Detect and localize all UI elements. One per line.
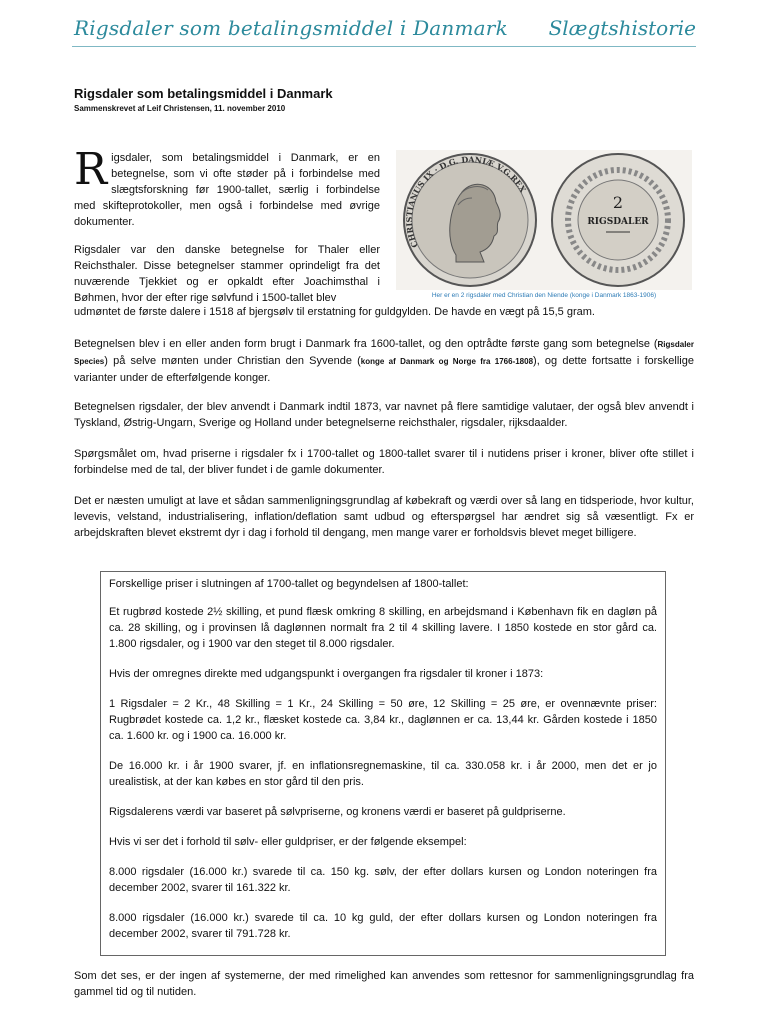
coin-denomination: RIGSDALER bbox=[587, 217, 649, 227]
paragraph-3 bbox=[74, 336, 694, 386]
header-title: Rigsdaler som betalingsmiddel i Danmark bbox=[74, 16, 508, 40]
paragraph-3-text-e: ), og dette fortsatte i forskellige varianter under de efterfølgende konger. bbox=[74, 355, 694, 384]
box-conversion: 1 Rigsdaler = 2 Kr., 48 Skilling = 1 Kr., 24 Skilling = 50 øre, 12 Skilling = 25 øre, er ovennævnte priser: Rugbrødet kostede ca. 1,2 kr., flæsket kostede ca. 3,84 kr., daglønnen er ca. 13,44 kr. Gården kostede i 1850 ca. 1.600 kr. og i 1900 ca. 16.000 kr. bbox=[109, 698, 657, 742]
box-gold-example: 8.000 rigsdaler (16.000 kr.) svarede til ca. 10 kg guld, der efter dollars kursen og London noteringen fra december 2002, svarer til 791.728 kr. bbox=[109, 912, 657, 940]
price-info-box bbox=[100, 571, 666, 956]
intro-column bbox=[74, 144, 380, 306]
paragraph-3-text-a: Betegnelsen blev i en eller anden form brugt i Danmark fra 1600-tallet, og den optrådte første gang som betegnelse ( bbox=[74, 338, 658, 350]
paragraph-7: Som det ses, er der ingen af systemerne, der med rimelighed kan anvendes som rettesnor for sammenligningsgrundlag fra gammel tid og til nutiden. bbox=[74, 970, 694, 998]
paragraph-2-continuation: udmøntet de første dalere i 1518 af bjergsølv til erstatning for guldgylden. De havde en vægt på 15,5 gram. bbox=[74, 306, 595, 318]
intro-paragraph-1 bbox=[74, 144, 380, 230]
box-value-basis: Rigsdalerens værdi var baseret på sølvpriserne, og kronens værdi er baseret på guldpriserne. bbox=[109, 806, 566, 818]
intro-paragraph-1-text: igsdaler, som betalingsmiddel i Danmark, er en betegnelse, som vi ofte støder på i forbindelse med slægtsforskning før 1900-tallet, særlig i forbindelse med skifteprotokoller, men også i forbindelse med øvrige dokumenter. bbox=[74, 152, 380, 228]
image-caption: Her er en 2 rigsdaler med Christian den Niende (konge i Danmark 1863-1906) bbox=[431, 292, 657, 299]
coin-image bbox=[396, 150, 692, 290]
intro-paragraph-2: Rigsdaler var den danske betegnelse for Thaler eller Reichsthaler. Disse betegnelser stammer oprindeligt fra det nuværende Tjekkiet og er opkaldt efter Joachimsthal i Bøhmen, hvor der efter rige sølvfund i 1500-tallet blev bbox=[74, 244, 380, 304]
document-subtitle: Sammenskrevet af Leif Christensen, 11. november 2010 bbox=[74, 104, 286, 113]
coin-reverse bbox=[552, 154, 684, 286]
paragraph-3-note-b: Rigsdaler Species bbox=[74, 340, 694, 366]
box-prices: Et rugbrød kostede 2½ skilling, et pund flæsk omkring 8 skilling, en arbejdsmand i København fik en dagløn på ca. 28 skilling, og i provinsen lå daglønnen normalt fra 2 til 4 skilling lavere. I 1850 kostede en stor gård ca. 1.800 rigsdaler, og i 1900 var den steget til 8.000 rigsdaler. bbox=[109, 606, 657, 650]
drop-cap: R bbox=[74, 144, 108, 195]
coin-value: 2 bbox=[612, 193, 624, 212]
box-silver-example: 8.000 rigsdaler (16.000 kr.) svarede til ca. 150 kg. sølv, der efter dollars kursen og London noteringen fra december 2002, svarer til 161.322 kr. bbox=[109, 866, 657, 894]
box-heading: Forskellige priser i slutningen af 1700-tallet og begyndelsen af 1800-tallet: bbox=[109, 578, 469, 590]
paragraph-3-note-d: konge af Danmark og Norge fra 1766-1808 bbox=[360, 357, 534, 366]
box-inflation: De 16.000 kr. i år 1900 svarer, jf. en inflationsregnemaskine, til ca. 330.058 kr. i år 2000, men det er jo urealistisk, at der kan købes en stor gård til den pris. bbox=[109, 760, 657, 788]
paragraph-4: Betegnelsen rigsdaler, der blev anvendt i Danmark indtil 1873, var navnet på flere samtidige valutaer, der også blev anvendt i Tyskland, Østrig-Ungarn, Sverige og Holland under betegnelserne reichsthaler, rigsdaler, rijksdaalder. bbox=[74, 401, 694, 429]
paragraph-3-text-c: ) på selve mønten under Christian den Syvende ( bbox=[104, 355, 361, 367]
coin-obverse bbox=[404, 154, 536, 286]
paragraph-5: Spørgsmålet om, hvad priserne i rigsdaler fx i 1700-tallet og 1800-tallet svarer til i nutidens priser i kroner, bliver ofte stillet i forbindelse med de tal, der bliver fundet i de gamle dokumenter. bbox=[74, 448, 694, 476]
coin-legend: CHRISTIANUS IX · D.G. DANIÆ V.G.REX bbox=[403, 154, 529, 250]
document-title: Rigsdaler som betalingsmiddel i Danmark bbox=[74, 86, 333, 101]
box-conversion-intro: Hvis der omregnes direkte med udgangspunkt i overgangen fra rigsdaler til kroner i 1873: bbox=[109, 668, 544, 680]
box-example-intro: Hvis vi ser det i forhold til sølv- eller guldpriser, er der følgende eksempel: bbox=[109, 836, 467, 848]
paragraph-6: Det er næsten umuligt at lave et sådan sammenligningsgrundlag af købekraft og værdi over så lang en tidsperiode, hvor kultur, levevis, velstand, industrialisering, inflation/deflation samt udbud og efterspørgsel har ændret sig så væsentligt. Fx er arbejdskraften blevet ekstremt dyr i dag i forhold til dengang, men mange varer er forholdsvis blevet meget billigere. bbox=[74, 495, 694, 539]
header-divider bbox=[72, 46, 696, 47]
header-section: Slægtshistorie bbox=[548, 16, 696, 40]
